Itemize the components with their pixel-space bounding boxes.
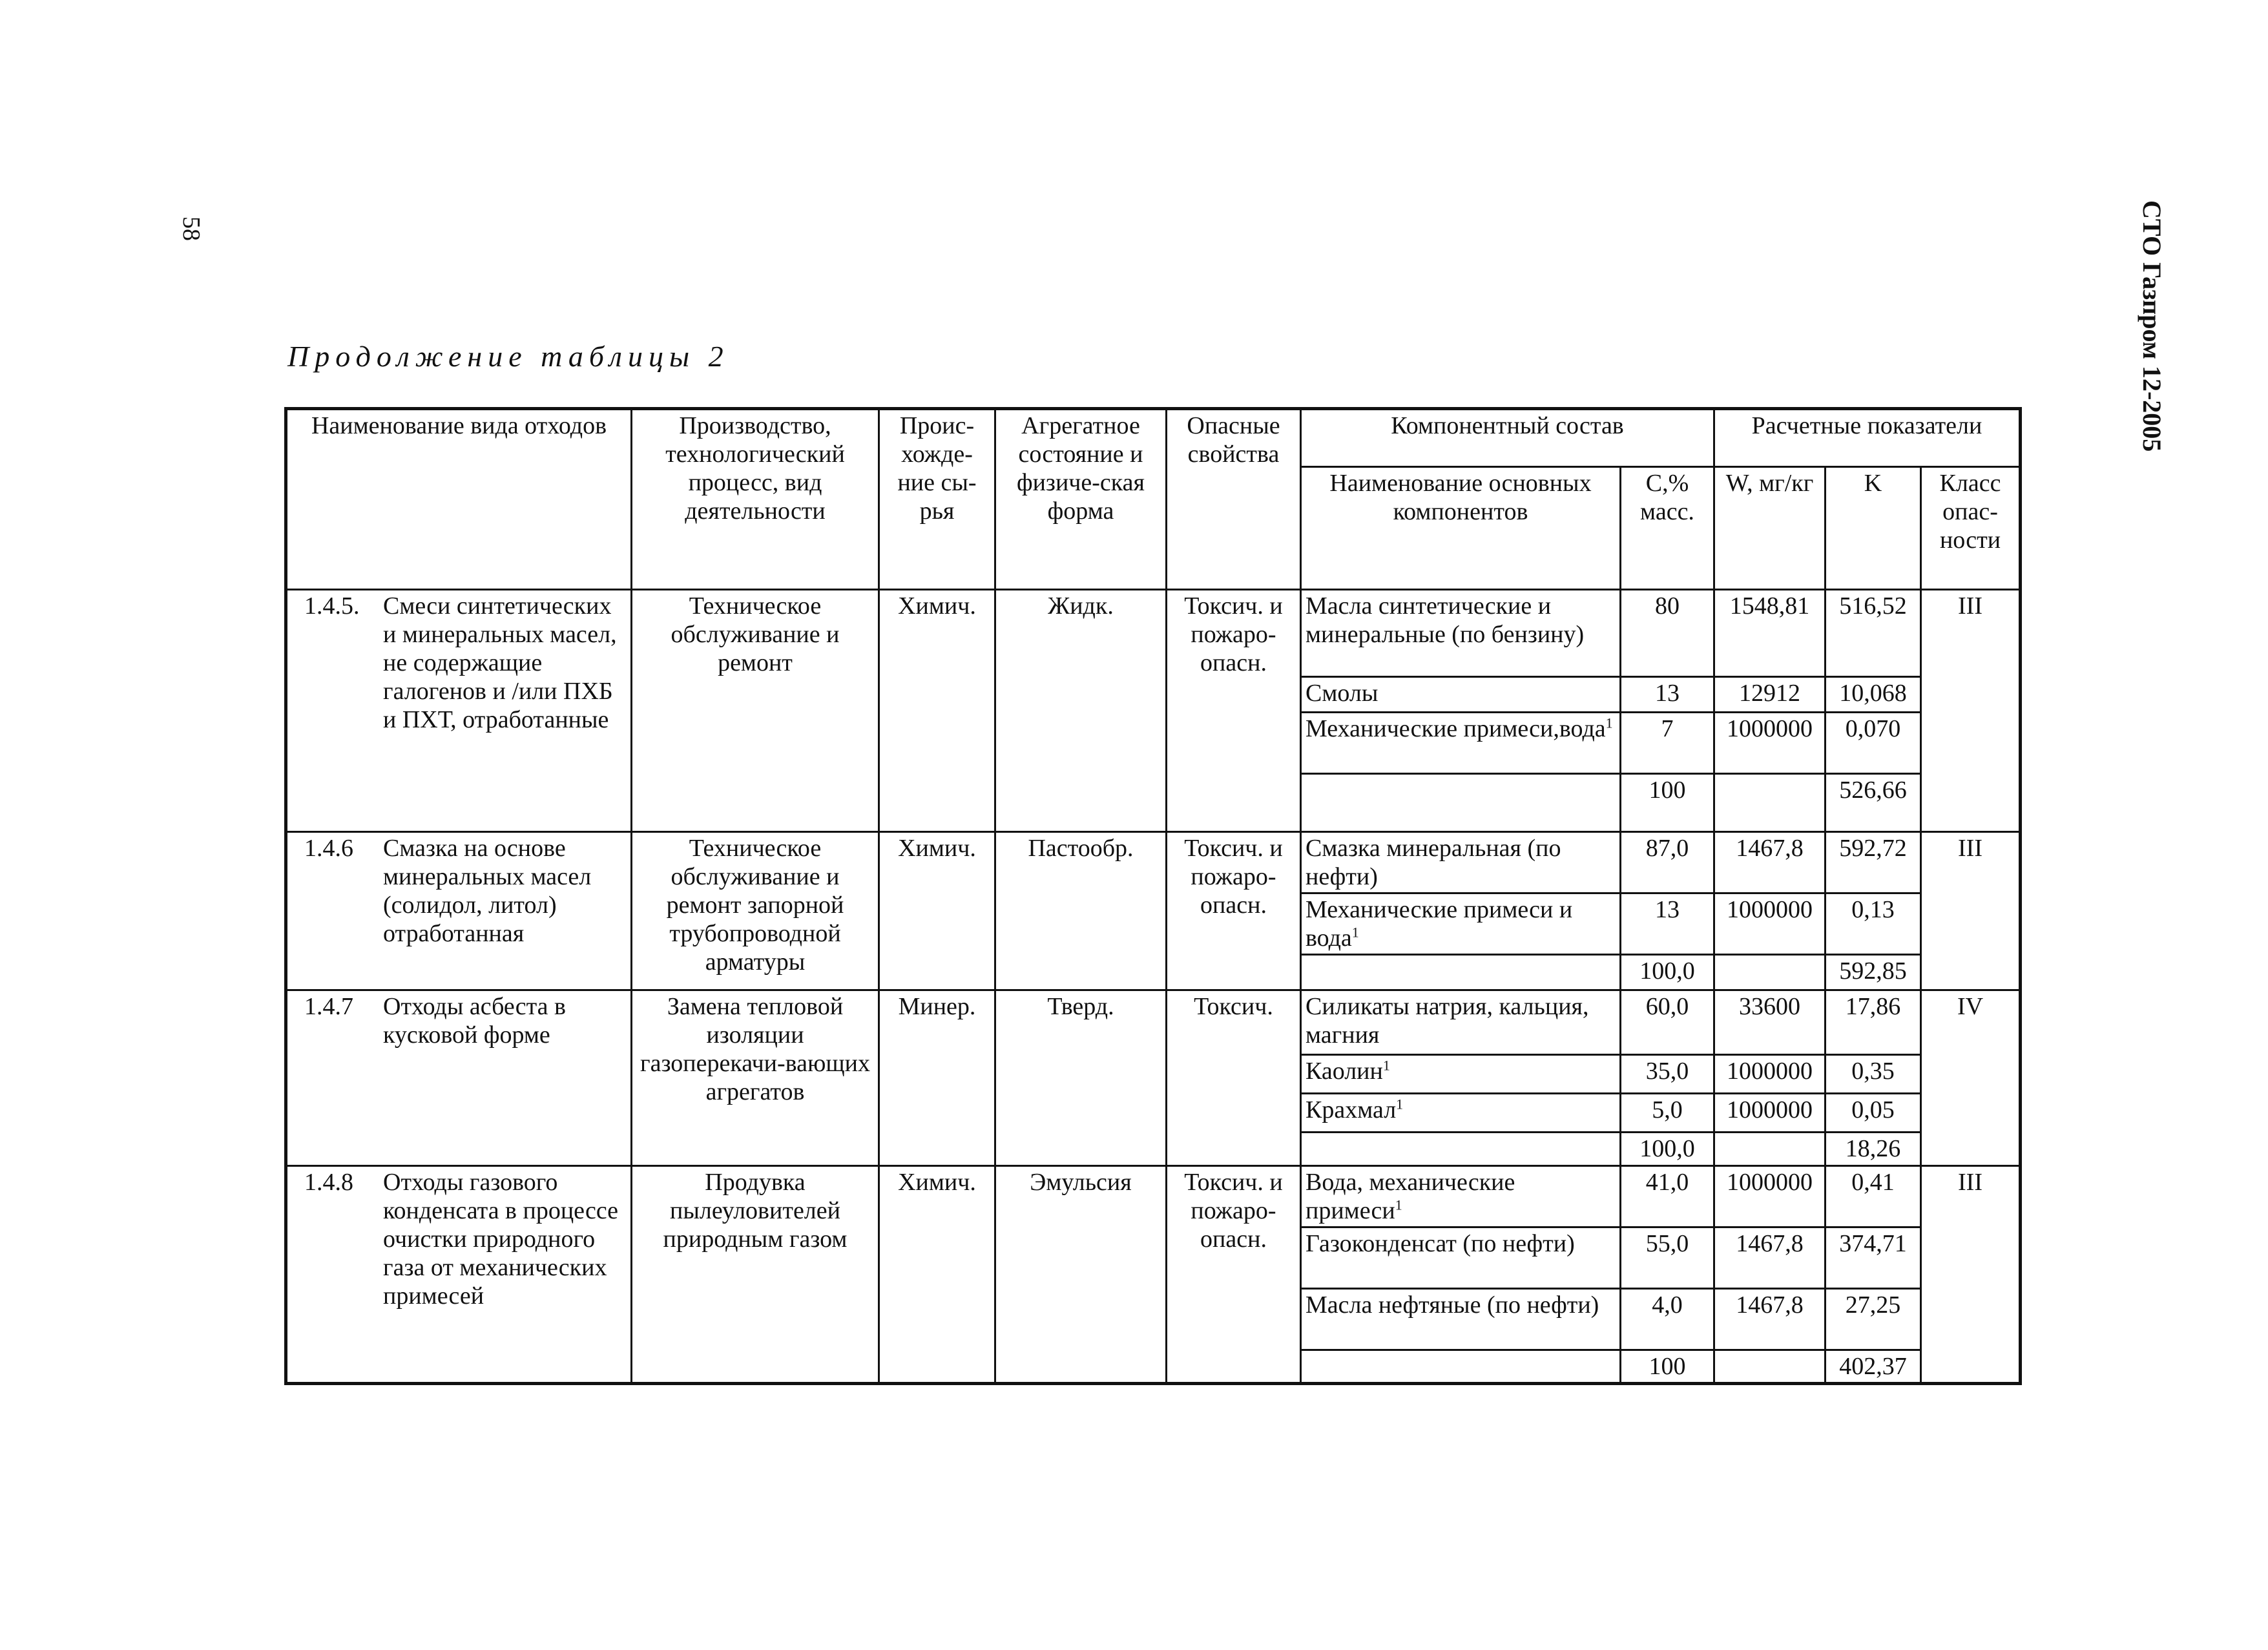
header-indicators: Расчетные показатели: [1714, 409, 2021, 467]
waste-name: Отходы асбеста в кусковой форме: [383, 993, 566, 1049]
state-cell: Пастообр.: [995, 832, 1167, 990]
waste-name-cell: [286, 590, 632, 832]
component-name: Вода, механические примеси$^1$: [1301, 1166, 1621, 1227]
component-k: 0,05: [1826, 1094, 1921, 1133]
component-w: 1000000: [1714, 1055, 1826, 1094]
state-cell: Жидк.: [995, 590, 1167, 832]
component-k: 592,72: [1826, 832, 1921, 893]
document-code: СТО Газпром 12-2005: [2138, 200, 2167, 452]
hazard-class: IV: [1921, 990, 2021, 1166]
component-concentration: 41,0: [1621, 1166, 1714, 1227]
component-concentration: 87,0: [1621, 832, 1714, 893]
component-name: Масла синтетические и минеральные (по бензину): [1301, 590, 1621, 677]
component-w: 1000000: [1714, 713, 1826, 774]
header-class: Класс опас-ности: [1921, 467, 2021, 590]
table-caption: Продолжение таблицы 2: [287, 340, 729, 373]
hazard-cell: Токсич. и пожаро-опасн.: [1167, 1166, 1301, 1384]
component-k: 0,41: [1826, 1166, 1921, 1227]
total-w-empty: [1714, 955, 1826, 990]
header-k: K: [1826, 467, 1921, 590]
component-name: Силикаты натрия, кальция, магния: [1301, 990, 1621, 1055]
waste-code: 1.4.8: [304, 1169, 353, 1196]
component-k: 0,35: [1826, 1055, 1921, 1094]
component-concentration: 4,0: [1621, 1289, 1714, 1350]
component-w: 1467,8: [1714, 1289, 1826, 1350]
table-row: [286, 1166, 2021, 1227]
origin-cell: Минер.: [879, 990, 995, 1166]
component-k: 17,86: [1826, 990, 1921, 1055]
component-name: Механические примеси,вода$^1$: [1301, 713, 1621, 774]
total-concentration: 100: [1621, 774, 1714, 832]
total-w-empty: [1714, 1350, 1826, 1384]
waste-name: Отходы газового конденсата в процессе очистки природного газа от механических примесей: [383, 1169, 619, 1310]
component-k: 0,070: [1826, 713, 1921, 774]
header-concentration: С,% масс.: [1621, 467, 1714, 590]
total-w-empty: [1714, 774, 1826, 832]
waste-table: [284, 407, 2022, 1385]
hazard-class: III: [1921, 590, 2021, 832]
total-k: 402,37: [1826, 1350, 1921, 1384]
component-name: Механические примеси и вода$^1$: [1301, 893, 1621, 955]
component-concentration: 80: [1621, 590, 1714, 677]
table-row: [286, 590, 2021, 677]
component-concentration: 7: [1621, 713, 1714, 774]
component-name-empty: [1301, 1133, 1621, 1166]
component-concentration: 13: [1621, 893, 1714, 955]
component-k: 516,52: [1826, 590, 1921, 677]
header-origin: Проис-хожде-ние сы-рья: [879, 409, 995, 590]
waste-name-cell: [286, 832, 632, 990]
component-w: 33600: [1714, 990, 1826, 1055]
hazard-cell: Токсич.: [1167, 990, 1301, 1166]
waste-name: Смазка на основе минеральных масел (солидол, литол) отработанная: [383, 835, 592, 947]
component-name: Смолы: [1301, 677, 1621, 713]
component-concentration: 60,0: [1621, 990, 1714, 1055]
table-row: [286, 832, 2021, 893]
origin-cell: Химич.: [879, 832, 995, 990]
component-w: 1467,8: [1714, 1227, 1826, 1289]
process-cell: Техническое обслуживание и ремонт: [632, 590, 879, 832]
origin-cell: Химич.: [879, 590, 995, 832]
origin-cell: Химич.: [879, 1166, 995, 1384]
component-w: 1000000: [1714, 893, 1826, 955]
component-name: Масла нефтяные (по нефти): [1301, 1289, 1621, 1350]
header-component-name: Наименование основных компонентов: [1301, 467, 1621, 590]
header-state: Агрегатное состояние и физиче-ская форма: [995, 409, 1167, 590]
process-cell: Техническое обслуживание и ремонт запорной трубопроводной арматуры: [632, 832, 879, 990]
component-w: 12912: [1714, 677, 1826, 713]
component-name: Газоконденсат (по нефти): [1301, 1227, 1621, 1289]
component-concentration: 5,0: [1621, 1094, 1714, 1133]
component-name-empty: [1301, 774, 1621, 832]
component-k: 10,068: [1826, 677, 1921, 713]
component-w: 1548,81: [1714, 590, 1826, 677]
component-concentration: 13: [1621, 677, 1714, 713]
hazard-cell: Токсич. и пожаро-опасн.: [1167, 832, 1301, 990]
waste-code: 1.4.7: [304, 993, 353, 1020]
hazard-cell: Токсич. и пожаро-опасн.: [1167, 590, 1301, 832]
waste-name-cell: [286, 1166, 632, 1384]
header-process: Производство, технологический процесс, вид деятельности: [632, 409, 879, 590]
total-concentration: 100,0: [1621, 955, 1714, 990]
total-k: 18,26: [1826, 1133, 1921, 1166]
total-concentration: 100,0: [1621, 1133, 1714, 1166]
component-k: 27,25: [1826, 1289, 1921, 1350]
component-name: Каолин$^1$: [1301, 1055, 1621, 1094]
table-row: [286, 990, 2021, 1055]
total-w-empty: [1714, 1133, 1826, 1166]
component-k: 374,71: [1826, 1227, 1921, 1289]
process-cell: Замена тепловой изоляции газоперекачи-вающих агрегатов: [632, 990, 879, 1166]
header-name: Наименование вида отходов: [286, 409, 632, 590]
component-concentration: 55,0: [1621, 1227, 1714, 1289]
component-name-empty: [1301, 1350, 1621, 1384]
hazard-class: III: [1921, 832, 2021, 990]
total-concentration: 100: [1621, 1350, 1714, 1384]
component-w: 1000000: [1714, 1094, 1826, 1133]
component-w: 1000000: [1714, 1166, 1826, 1227]
waste-name-cell: [286, 990, 632, 1166]
total-k: 592,85: [1826, 955, 1921, 990]
component-name: Смазка минеральная (по нефти): [1301, 832, 1621, 893]
component-k: 0,13: [1826, 893, 1921, 955]
component-concentration: 35,0: [1621, 1055, 1714, 1094]
waste-code: 1.4.6: [304, 835, 353, 862]
header-composition: Компонентный состав: [1301, 409, 1714, 467]
waste-code: 1.4.5.: [304, 592, 360, 620]
total-k: 526,66: [1826, 774, 1921, 832]
process-cell: Продувка пылеуловителей природным газом: [632, 1166, 879, 1384]
component-name-empty: [1301, 955, 1621, 990]
header-hazard: Опасные свойства: [1167, 409, 1301, 590]
state-cell: Тверд.: [995, 990, 1167, 1166]
header-w: W, мг/кг: [1714, 467, 1826, 590]
page-number: 58: [178, 216, 205, 241]
component-name: Крахмал$^1$: [1301, 1094, 1621, 1133]
waste-name: Смеси синтетических и минеральных масел, не содержащие галогенов и /или ПХБ и ПХТ, отработанные: [383, 592, 617, 733]
hazard-class: III: [1921, 1166, 2021, 1384]
state-cell: Эмульсия: [995, 1166, 1167, 1384]
component-w: 1467,8: [1714, 832, 1826, 893]
